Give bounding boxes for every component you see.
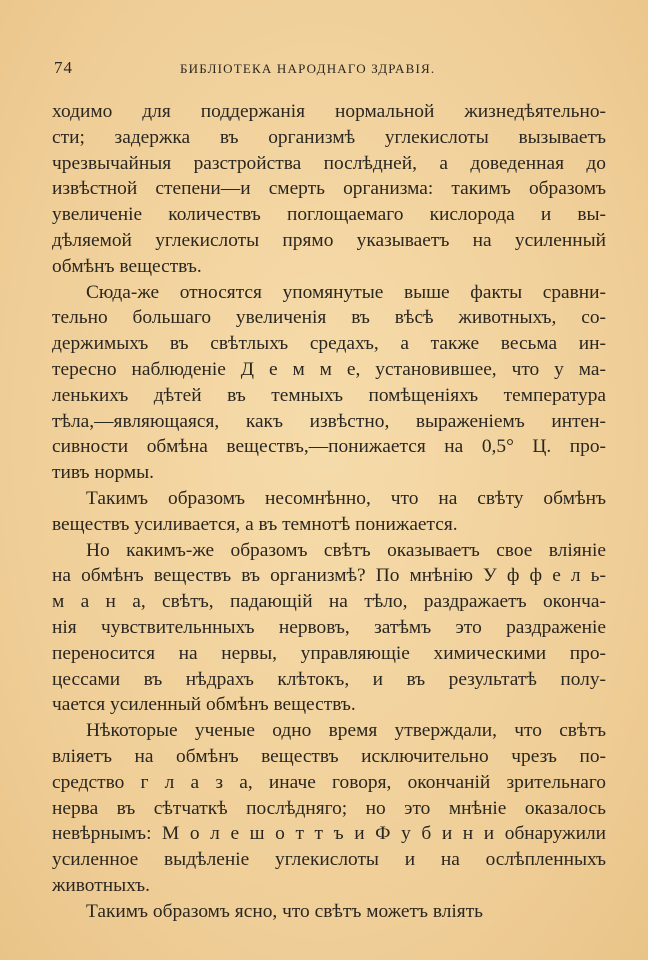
- paragraph: [52, 538, 606, 719]
- text-line: тельно большаго увеличенія въ вѣсѣ животныхъ, со-: [52, 307, 606, 329]
- body-text: [52, 99, 606, 925]
- text-line: извѣстной степени—и смерть организма: такимъ образомъ: [52, 178, 606, 200]
- text-line: Сюда-же относятся упомянутые выше факты сравни-: [86, 281, 606, 303]
- text-line: животныхъ.: [52, 874, 150, 896]
- paragraph: [52, 280, 606, 486]
- paragraph: [52, 718, 606, 899]
- text-line: Но какимъ-же образомъ свѣтъ оказываетъ свое вліяніе: [86, 539, 606, 561]
- text-line: средство г л а з а, иначе говоря, окончаній зрительнаго: [52, 771, 606, 793]
- text-line: м а н а, свѣтъ, падающій на тѣло, раздражаетъ оконча-: [52, 591, 606, 613]
- page-number: 74: [54, 58, 73, 77]
- text-line: дѣляемой углекислоты прямо указываетъ на усиленный: [52, 229, 606, 251]
- running-title: БИБЛІОТЕКА НАРОДНАГО ЗДРАВІЯ.: [180, 61, 436, 76]
- text-line: ходимо для поддержанія нормальной жизнедѣятельно-: [52, 101, 606, 122]
- text-line: ленькихъ дѣтей въ темныхъ помѣщеніяхъ температура: [52, 384, 606, 406]
- text-line: тивъ нормы.: [52, 462, 155, 484]
- text-line: вліяетъ на обмѣнъ веществъ исключительно чрезъ по-: [52, 745, 606, 767]
- text-line: сти; задержка въ организмѣ углекислоты вызываетъ: [52, 126, 606, 148]
- text-line: Такимъ образомъ ясно, что свѣтъ можетъ вліять: [86, 900, 484, 922]
- text-line: держимыхъ въ свѣтлыхъ средахъ, а также весьма ин-: [52, 333, 606, 355]
- page-header: [54, 58, 608, 80]
- text-line: тересно наблюденіе Д е м м е, установившее, что у ма-: [52, 358, 606, 380]
- text-line: веществъ усиливается, а въ темнотѣ понижается.: [52, 513, 458, 535]
- text-line: цессами въ нѣдрахъ клѣтокъ, и въ результатѣ полу-: [52, 668, 606, 690]
- text-line: обмѣнъ веществъ.: [52, 255, 202, 277]
- text-line: Нѣкоторые ученые одно время утверждали, что свѣтъ: [86, 720, 606, 742]
- text-line: переносится на нервы, управляющіе химическими про-: [52, 642, 606, 664]
- text-line: нія чувствительнныхъ нервовъ, затѣмъ это раздраженіе: [52, 616, 606, 638]
- text-line: Такимъ образомъ несомнѣнно, что на свѣту обмѣнъ: [86, 487, 606, 509]
- text-line: чрезвычайныя разстройства послѣдней, а доведенная до: [52, 152, 606, 174]
- text-line: нерва въ сѣтчаткѣ послѣдняго; но это мнѣніе оказалось: [52, 797, 606, 819]
- text-line: усиленное выдѣленіе углекислоты и на ослѣпленныхъ: [52, 849, 606, 871]
- text-line: тѣла,—являющаяся, какъ извѣстно, выраженіемъ интен-: [52, 410, 606, 432]
- paragraph: [52, 899, 606, 925]
- text-line: невѣрнымъ: М о л е ш о т т ъ и Ф у б и н и обнаружили: [52, 823, 606, 845]
- text-line: чается усиленный обмѣнъ веществъ.: [52, 694, 356, 716]
- text-line: на обмѣнъ веществъ въ организмѣ? По мнѣнію У ф ф е л ь-: [52, 565, 606, 587]
- text-line: сивности обмѣна веществъ,—понижается на 0,5° Ц. про-: [52, 436, 606, 458]
- text-line: увеличеніе количествъ поглощаемаго кислорода и вы-: [52, 204, 606, 226]
- paragraph: [52, 486, 606, 538]
- paragraph: [52, 99, 606, 280]
